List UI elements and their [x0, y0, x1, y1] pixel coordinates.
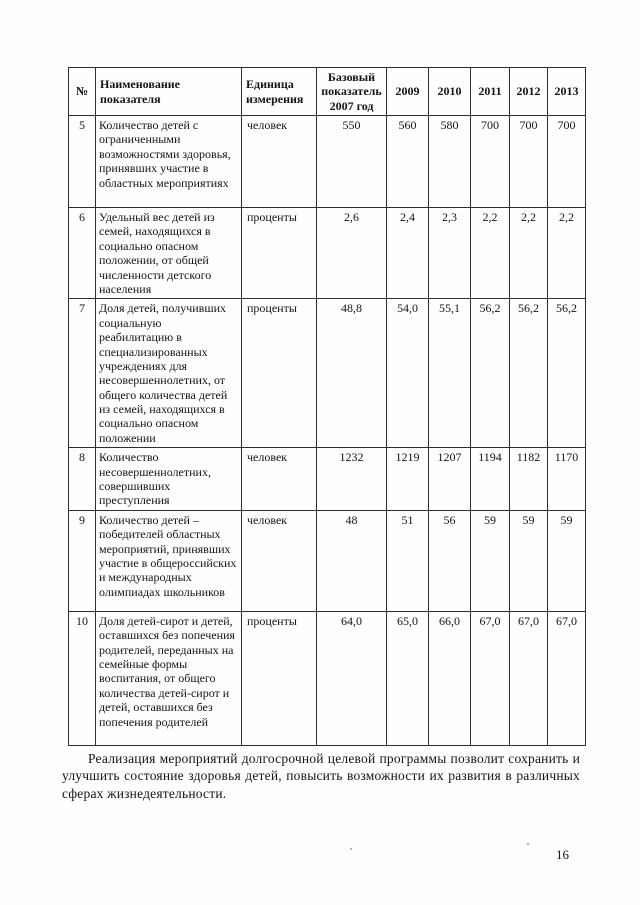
table-cell: 6: [69, 208, 96, 299]
table-cell: 59: [510, 510, 548, 611]
table-cell: Доля детей, получивших социальную реабилитацию в специализированных учреждениях для несовершеннолетних, от общего количества детей из семей, находящихся в социально опасном положении: [96, 299, 242, 448]
table-cell: 2,6: [317, 208, 387, 299]
table-cell: 7: [69, 299, 96, 448]
table-cell: 2,4: [387, 208, 429, 299]
table-cell: 48,8: [317, 299, 387, 448]
table-cell: 2,2: [471, 208, 510, 299]
table-cell: 1182: [510, 448, 548, 511]
table-cell: 51: [387, 510, 429, 611]
table-cell: 67,0: [510, 611, 548, 745]
table-cell: человек: [242, 510, 317, 611]
table-header: [69, 68, 586, 116]
table-header-cell: №: [69, 68, 96, 116]
table-header-cell: 2010: [429, 68, 471, 116]
page-number: 16: [556, 847, 569, 862]
table-cell: проценты: [242, 611, 317, 745]
table-cell: Количество детей с ограниченными возможностями здоровья, принявших участие в областных мероприятиях: [96, 116, 242, 208]
table-header-cell: Единица измерения: [242, 68, 317, 116]
table-cell: 580: [429, 116, 471, 208]
table-cell: 550: [317, 116, 387, 208]
table-header-cell: 2013: [548, 68, 586, 116]
table-row: [69, 208, 586, 299]
table-cell: 66,0: [429, 611, 471, 745]
table-row: [69, 299, 586, 448]
table-cell: 700: [471, 116, 510, 208]
table-cell: 56,2: [471, 299, 510, 448]
table-cell: 2,2: [548, 208, 586, 299]
table-cell: 700: [548, 116, 586, 208]
table-cell: Количество несовершеннолетних, совершивших преступления: [96, 448, 242, 511]
table-header-cell: Базовый показатель 2007 год: [317, 68, 387, 116]
table-cell: человек: [242, 116, 317, 208]
table-header-cell: Наименование показателя: [96, 68, 242, 116]
table-cell: 1232: [317, 448, 387, 511]
table-row: [69, 611, 586, 745]
table-cell: 67,0: [548, 611, 586, 745]
table-cell: 560: [387, 116, 429, 208]
table-cell: 65,0: [387, 611, 429, 745]
table-cell: 48: [317, 510, 387, 611]
table-cell: 59: [548, 510, 586, 611]
table-cell: 5: [69, 116, 96, 208]
table-row: [69, 510, 586, 611]
indicators-table: [68, 67, 586, 746]
table-cell: 56: [429, 510, 471, 611]
table-cell: проценты: [242, 299, 317, 448]
table-cell: 59: [471, 510, 510, 611]
table-cell: 2,2: [510, 208, 548, 299]
table-header-cell: 2009: [387, 68, 429, 116]
table-cell: Количество детей – победителей областных мероприятий, принявших участие в общероссийских и международных олимпиадах школьников: [96, 510, 242, 611]
table-cell: 1194: [471, 448, 510, 511]
table-cell: 67,0: [471, 611, 510, 745]
table-cell: 1170: [548, 448, 586, 511]
table-cell: Доля детей-сирот и детей, оставшихся без попечения родителей, переданных на семейные формы воспитания, от общего количества детей-сирот и детей, оставшихся без попечения родителей: [96, 611, 242, 745]
table-row: [69, 116, 586, 208]
table-cell: 9: [69, 510, 96, 611]
scan-speck: [350, 848, 352, 850]
table-cell: 56,2: [548, 299, 586, 448]
table-cell: 10: [69, 611, 96, 745]
table-cell: человек: [242, 448, 317, 511]
table-header-row: [69, 68, 586, 116]
table-header-cell: 2012: [510, 68, 548, 116]
scan-speck: [527, 843, 529, 845]
table-cell: Удельный вес детей из семей, находящихся в социально опасном положении, от общей численности детского населения: [96, 208, 242, 299]
table-cell: 54,0: [387, 299, 429, 448]
table-cell: 64,0: [317, 611, 387, 745]
table-cell: 2,3: [429, 208, 471, 299]
table-cell: 700: [510, 116, 548, 208]
table-cell: 55,1: [429, 299, 471, 448]
table-cell: 56,2: [510, 299, 548, 448]
closing-paragraph: Реализация мероприятий долгосрочной целевой программы позволит сохранить и улучшить состояние здоровья детей, повысить возможности их развития в различных сферах жизнедеятельности.: [62, 751, 580, 801]
table-body: [69, 116, 586, 746]
table-row: [69, 448, 586, 511]
table-cell: проценты: [242, 208, 317, 299]
table-cell: 1219: [387, 448, 429, 511]
table-cell: 8: [69, 448, 96, 511]
table-cell: 1207: [429, 448, 471, 511]
table-header-cell: 2011: [471, 68, 510, 116]
